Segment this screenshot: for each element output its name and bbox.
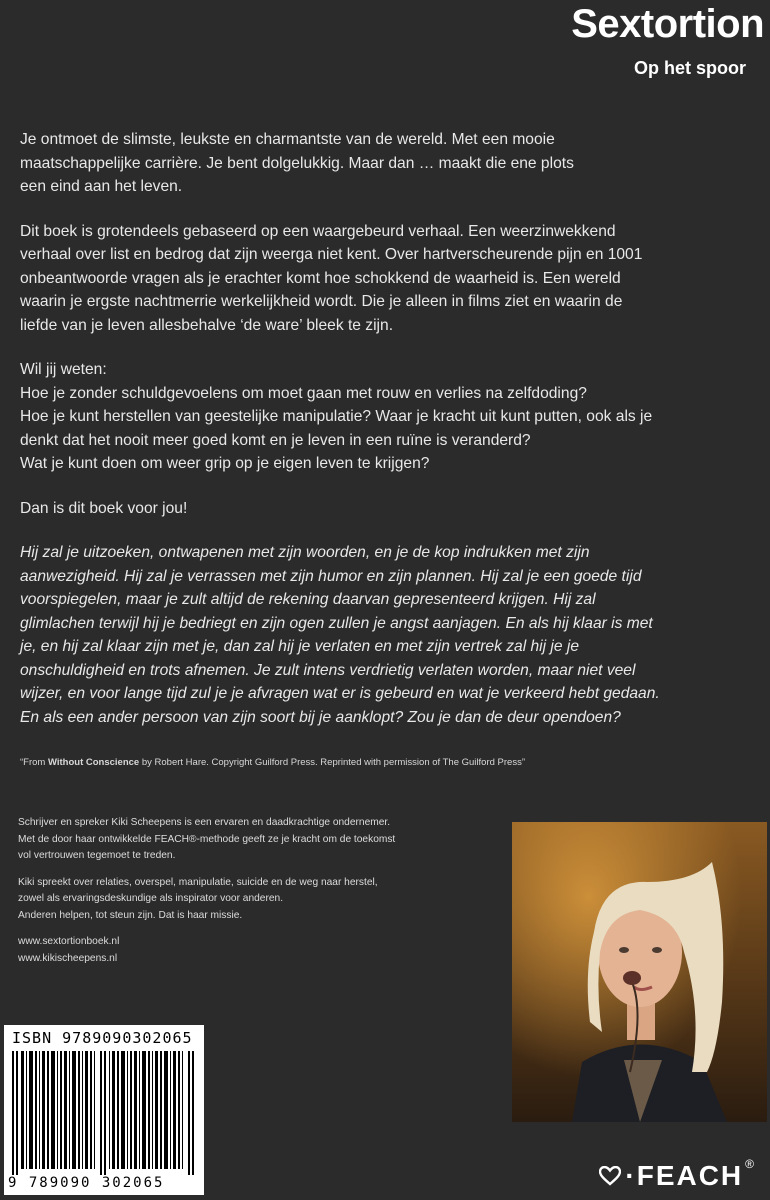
book-subtitle: Op het spoor [634,58,746,78]
bio-line: Schrijver en spreker Kiki Scheepens is een ervaren en daadkrachtige ondernemer. [18,817,391,828]
bio-links [18,934,508,967]
bio-paragraph-2 [18,875,508,925]
book-title: Sextortion [571,2,764,46]
text-line: Je ontmoet de slimste, leukste en charmantste van de wereld. Met een mooie [20,131,555,148]
text-line: maatschappelijke carrière. Je bent dolgelukkig. Maar dan … maakt die ene plots [20,154,574,172]
bio-line: Anderen helpen, tot steun zijn. Dat is haar missie. [18,909,243,921]
quote-citation [20,757,525,768]
quote-line: glimlachen terwijl hij je bedriegt en zijn ogen zullen je angst aanjagen. En als hij klaar is met [20,614,653,632]
text-line: waarin je ergste nachtmerrie werkelijkheid wordt. Die je alleen in films ziet en waarin de [20,293,623,310]
citation-prefix: “From [20,757,48,768]
blurb [20,128,755,750]
text-line: Dit boek is grotendeels gebaseerd op een waargebeurd verhaal. Een weerzinwekkend [20,222,616,240]
text-line: denkt dat het nooit meer goed komt en je leven in een ruïne is veranderd? [20,431,531,449]
blurb-paragraph-2 [20,220,755,338]
author-bio [18,815,508,977]
quote-line: onschuldigheid en trots afnemen. Je zult intens verdrietig verlaten worden, maar niet veel [20,661,636,679]
publisher-logo [599,1157,756,1192]
isbn-digits: 9 789090 302065 [8,1175,165,1191]
barcode-bars [12,1051,198,1175]
bio-line: Kiki spreekt over relaties, overspel, manipulatie, suicide en de weg naar herstel, [18,876,378,888]
registered-mark: ® [745,1157,756,1171]
author-photo [512,822,767,1122]
citation-book-title: Without Conscience [47,757,140,768]
text-line: Wat je kunt doen om weer grip op je eigen leven te krijgen? [20,455,430,472]
text-line: Hoe je kunt herstellen van geestelijke manipulatie? Waar je kracht uit kunt putten, ook als je [20,408,653,425]
quote-line: En als een ander persoon van zijn soort bij je aanklopt? Zou je dan de deur opendoen? [20,708,621,726]
blurb-paragraph-1 [20,128,755,199]
quote-line: wijzer, en voor lange tijd zul je je afvragen wat er is gebeurd en wat je verkeerd hebt gedaan. [20,685,660,702]
citation-suffix: by Robert Hare. Copyright Guilford Press. Reprinted with permission of The Guilford Press” [139,757,525,768]
bio-line: zowel als ervaringsdeskundige als inspirator voor anderen. [18,893,284,904]
blurb-paragraph-3 [20,358,755,476]
brand-name: ·FEACH [625,1160,744,1191]
isbn-barcode [4,1025,204,1195]
quote-paragraph [20,541,755,729]
bio-line: vol vertrouwen tegemoet te treden. [18,850,176,861]
isbn-label: ISBN 9789090302065 [12,1029,193,1047]
website-link[interactable]: www.sextortionboek.nl [18,936,120,947]
blurb-paragraph-4 [20,497,755,521]
text-line: Hoe je zonder schuldgevoelens om moet gaan met rouw en verlies na zelfdoding? [20,384,587,402]
quote-line: voorspiegelen, maar je zult altijd de rekening daarvan gepresenteerd krijgen. Hij zal [20,591,596,608]
heart-icon [599,1166,621,1186]
text-line: Wil jij weten: [20,361,107,378]
quote-line: je, en hij zal klaar zijn met je, dan zal hij je verlaten en met zijn vertrek zal hij je je [20,638,580,655]
text-line: liefde van je leven allesbehalve ‘de ware’ bleek te zijn. [20,316,394,334]
bio-line: Met de door haar ontwikkelde FEACH®-methode geeft ze je kracht om de toekomst [18,833,396,845]
website-link[interactable]: www.kikischeepens.nl [18,952,118,964]
text-line: onbeantwoorde vragen als je erachter komt hoe schokkend de waarheid is. Een wereld [20,269,621,287]
quote-line: Hij zal je uitzoeken, ontwapenen met zijn woorden, en je de kop indrukken met zijn [20,544,590,561]
author-portrait-illustration [512,822,767,1122]
bio-paragraph-1 [18,815,508,865]
text-line: verhaal over list en bedrog dat zijn weerga niet kent. Over hartverscheurende pijn en 1001 [20,246,643,263]
text-line: Dan is dit boek voor jou! [20,499,188,517]
quote-line: aanwezigheid. Hij zal je verrassen met zijn humor en zijn plannen. Hij zal je een goede tijd [20,567,642,585]
text-line: een eind aan het leven. [20,178,183,195]
